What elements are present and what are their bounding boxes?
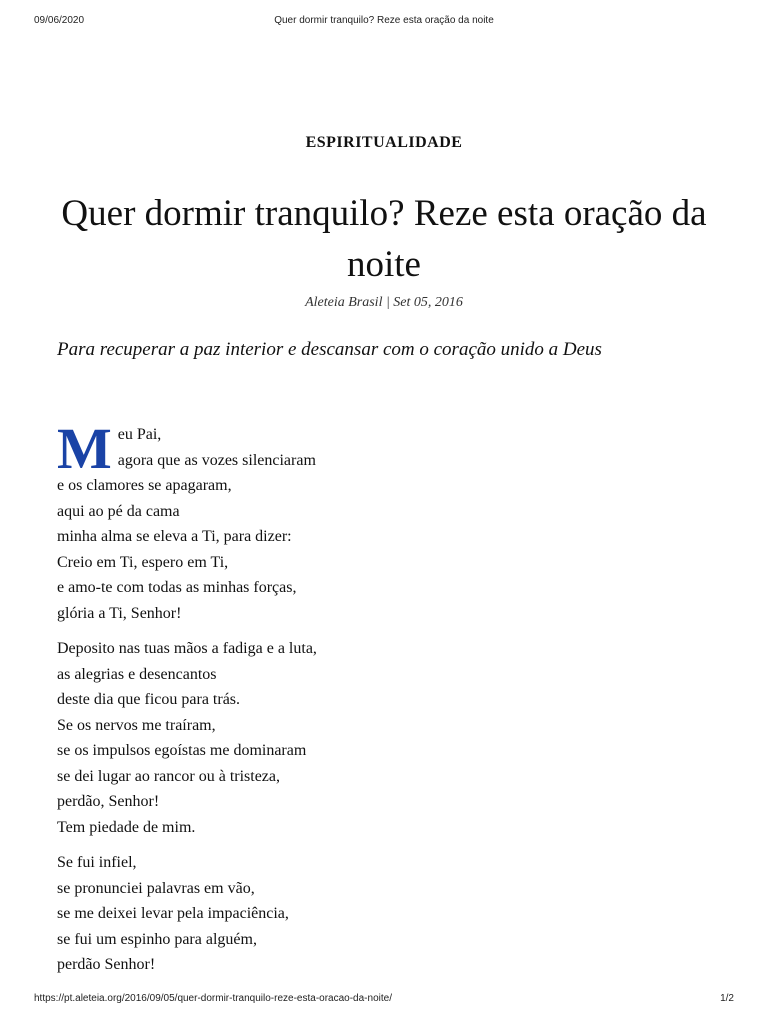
article-byline: Aleteia Brasil | Set 05, 2016 bbox=[305, 295, 463, 310]
verse-line: Creio em Ti, espero em Ti, bbox=[57, 553, 229, 571]
verse-line: se os impulsos egoístas me dominaram bbox=[57, 742, 307, 759]
verse-line: se dei lugar ao rancor ou à tristeza, bbox=[57, 767, 281, 785]
verse-line: as alegrias e desencantos bbox=[57, 665, 217, 683]
verse-line: deste dia que ficou para trás. bbox=[57, 691, 241, 708]
verse-line: Se os nervos me traíram, bbox=[57, 716, 216, 734]
verse-line: eu Pai, bbox=[117, 426, 162, 443]
verse-line: e os clamores se apagaram, bbox=[57, 477, 232, 494]
stanza bbox=[57, 416, 717, 626]
verse-line: Tem piedade de mim. bbox=[57, 818, 196, 836]
drop-cap: M bbox=[57, 416, 112, 481]
article-headline: Quer dormir tranquilo? Reze esta oração da noite bbox=[61, 193, 707, 285]
verse-line: se fui um espinho para alguém, bbox=[57, 930, 257, 948]
verse-line: se pronunciei palavras em vão, bbox=[57, 879, 255, 897]
article-category[interactable]: ESPIRITUALIDADE bbox=[305, 134, 463, 151]
verse-line: minha alma se eleva a Ti, para dizer: bbox=[57, 528, 292, 545]
verse-line: perdão, Senhor! bbox=[57, 793, 160, 810]
print-page-title: Quer dormir tranquilo? Reze esta oração da noite bbox=[274, 15, 494, 26]
print-footer bbox=[34, 993, 734, 1009]
verse-line: Deposito nas tuas mãos a fadiga e a luta, bbox=[57, 640, 317, 657]
verse-line: perdão Senhor! bbox=[57, 956, 156, 973]
print-url[interactable]: https://pt.aleteia.org/2016/09/05/quer-dormir-tranquilo-reze-esta-oracao-da-noite/ bbox=[34, 993, 392, 1004]
stanza bbox=[57, 636, 717, 840]
verse-line: aqui ao pé da cama bbox=[57, 502, 180, 520]
print-date: 09/06/2020 bbox=[34, 15, 85, 26]
verse-line: agora que as vozes silenciaram bbox=[117, 451, 316, 469]
verse-line: e amo-te com todas as minhas forças, bbox=[57, 579, 297, 596]
print-header bbox=[34, 15, 734, 31]
page-number: 1/2 bbox=[720, 993, 734, 1004]
verse-line: glória a Ti, Senhor! bbox=[57, 604, 182, 622]
verse-line: se me deixei levar pela impaciência, bbox=[57, 905, 289, 922]
article-body bbox=[57, 416, 717, 988]
article-subtitle: Para recuperar a paz interior e descansar com o coração unido a Deus bbox=[57, 339, 602, 360]
verse-line: Se fui infiel, bbox=[57, 854, 137, 871]
stanza bbox=[57, 850, 717, 978]
